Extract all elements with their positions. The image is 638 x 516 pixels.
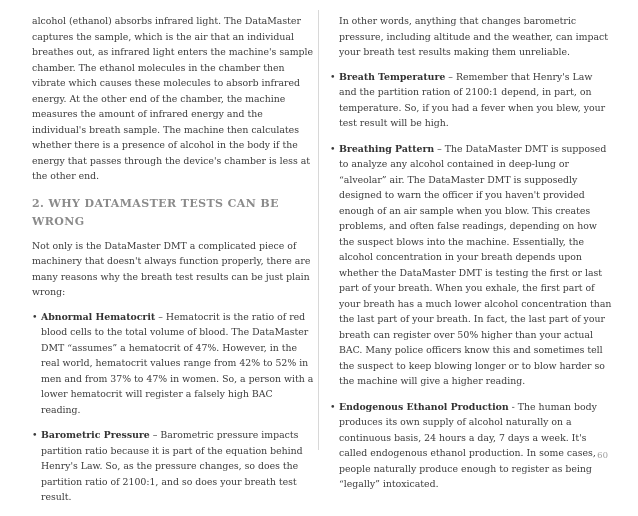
bullet-term: Abnormal Hematocrit [41, 311, 156, 323]
page-number: 60 [597, 451, 608, 461]
bullet-term: Barometric Pressure [41, 430, 150, 441]
bullet-text: – The DataMaster DMT is supposed to analyze any alcohol contained in deep-lung or “alveolar” air. The DataMaster DMT is supposedly designed to warn the officer if you haven't provided enough of an air sample when you blow. This creates problems, and often false readings, depending on how the suspect blows into the machine. Essentially, the alcohol concentration in your breath depends upon whether the DataMaster DMT is testing the first or last part of your breath. When you exhale, the first part of your breath has a much lower alcohol concentration than the last part of your breath. In fact, the last part of your breath can register over 50% higher than your actual BAC. Many police officers know this and sometimes tell the suspect to keep blowing longer or to blow harder so the machine will give a higher reading. [339, 143, 612, 387]
bullet-endogenous-ethanol [330, 400, 612, 493]
bullet-term: Breath Temperature [339, 71, 446, 83]
right-bullet-list [330, 70, 612, 493]
bullet-text: – Barometric pressure impacts partition ratio because it is part of the equation behind Henry's Law. So, as the pressure changes, so does the partition ratio of 2100:1, and so does your breath test result. [41, 430, 303, 503]
section-heading: 2. WHY DATAMASTER TESTS CAN BE WRONG [32, 196, 279, 228]
right-column [330, 14, 612, 503]
bullet-text: - The human body produces its own supply of alcohol naturally on a continuous basis, 24 hours a day, 7 days a week. It's called endogenous ethanol production. In some cases, people naturally produce enough to register as being “legally” intoxicated. [339, 401, 597, 490]
intro-paragraph: alcohol (ethanol) absorbs infrared light. The DataMaster captures the sample, which is the air that an individual breathes out, as infrared light enters the machine's sample chamber. The ethanol molecules in the chamber then vibrate which causes these molecules to absorb infrared energy. At the other end of the chamber, the machine measures the amount of infrared energy and the individual's breath sample. The machine then calculates whether there is a presence of alcohol in the body if the energy that passes through the device's chamber is less at the other end. [32, 16, 314, 182]
continuation-paragraph: In other words, anything that changes barometric pressure, including altitude and the weather, can impact your breath test results making them unreliable. [339, 16, 609, 58]
bullet-breath-temperature [330, 70, 612, 132]
bullet-breathing-pattern [330, 142, 612, 390]
bullet-text: – Hematocrit is the ratio of red blood cells to the total volume of blood. The DataMaster DMT “assumes” a hematocrit of 47%. However, in the real world, hematocrit values range from 42% to 52% in men and from 37% to 47% in women. So, a person with a lower hematocrit will register a falsely high BAC reading. [41, 311, 314, 416]
bullet-term: Breathing Pattern [339, 143, 435, 155]
section-paragraph: Not only is the DataMaster DMT a complicated piece of machinery that doesn't always function properly, there are many reasons why the breath test results can be just plain wrong: [32, 240, 311, 298]
left-bullet-list [32, 310, 314, 506]
left-column [32, 14, 314, 516]
bullet-abnormal-hematocrit [32, 310, 314, 419]
bullet-term: Endogenous Ethanol Production [339, 401, 509, 413]
column-divider [318, 10, 319, 450]
bullet-text: – Remember that Henry's Law and the partition ration of 2100:1 depend, in part, on temperature. So, if you had a fever when you blew, your test result will be high. [339, 71, 606, 129]
